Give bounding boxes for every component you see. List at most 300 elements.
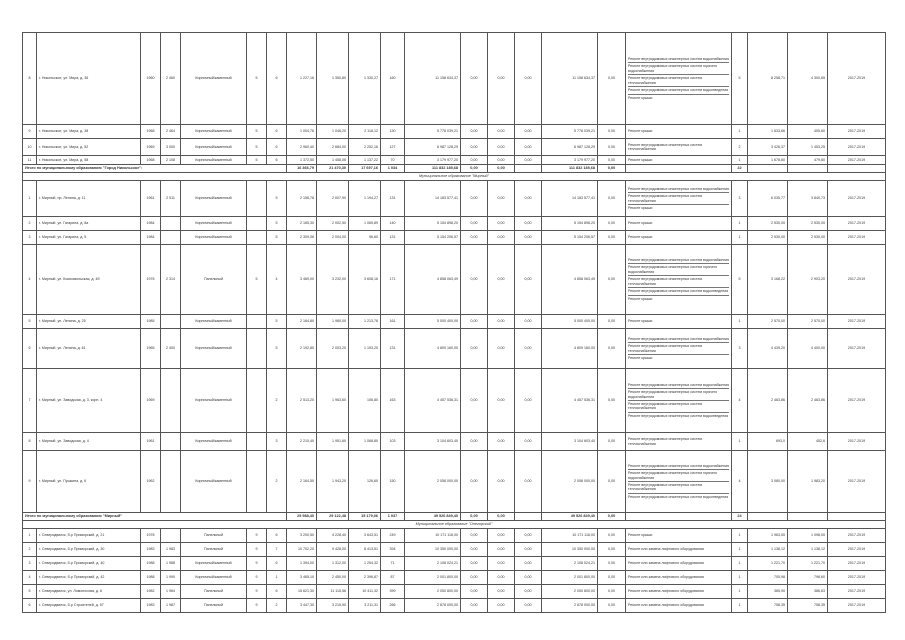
cell-c: 1 213,76 [349, 315, 381, 329]
cell-cnt: 1 [732, 557, 748, 571]
cell-p1: 758,35 [748, 599, 788, 613]
cell-z3: 0,00 [515, 217, 542, 231]
cell-s: 4 457 536,31 [405, 369, 461, 433]
cell-r: 127 [381, 139, 405, 156]
total-c: 17 697,16 [349, 165, 381, 173]
cell-z4: 0,00 [598, 181, 626, 217]
total-z1: 0,00 [461, 165, 488, 173]
cell-y2: 2 314 [161, 245, 181, 315]
cell-z4: 0,00 [598, 529, 626, 543]
cell-mat: Кирпичный/каменный [181, 156, 247, 165]
cell-cnt: 5 [732, 245, 748, 315]
total-c: 15 179,06 [349, 513, 381, 521]
cell-z1: 0,00 [461, 125, 488, 139]
cell-y1: 1984 [141, 231, 161, 245]
cell-z3: 0,00 [515, 529, 542, 543]
cell-cnt: 1 [732, 599, 748, 613]
cell-c: 2 396,87 [349, 571, 381, 585]
work-item: Ремонт внутридомовых инженерных систем теплоснабжения [628, 482, 729, 494]
cell-a: 1 004,76 [287, 125, 317, 139]
table-row [23, 139, 886, 156]
work-item: Ремонт внутридомовых инженерных систем теплоснабжения [628, 193, 729, 205]
cell-y2: 2 460 [161, 33, 181, 125]
works-list-cell [626, 125, 732, 139]
cell-z1: 0,00 [461, 557, 488, 571]
works-list-cell [626, 543, 732, 557]
work-item: Ремонт внутридомовых инженерных систем водоотведения [628, 413, 729, 418]
total-t: 111 832 185,68 [542, 165, 598, 173]
cell-y2: 2 464 [161, 125, 181, 139]
cell-yr: 2017-2019 [828, 125, 886, 139]
cell-s: 5 778 039,21 [405, 125, 461, 139]
cell-s: 2 108 024,21 [405, 557, 461, 571]
work-item: Ремонт внутридомовых инженерных систем водоснабжения [628, 382, 729, 389]
work-item: Ремонт крыши [628, 296, 653, 301]
cell-mat: Кирпичный/каменный [181, 369, 247, 433]
cell-z2: 0,00 [488, 557, 515, 571]
cell-y1: 1983 [141, 543, 161, 557]
cell-p1: 2 570,00 [748, 315, 788, 329]
cell-n: 2 [23, 543, 37, 557]
cell-z4: 0,00 [598, 33, 626, 125]
municipality-title: Муниципальное образование "Онегорский" [23, 521, 886, 529]
cell-z4: 0,00 [598, 585, 626, 599]
work-item: Ремонт крыши [628, 355, 653, 360]
cell-c: 8 413,51 [349, 543, 381, 557]
cell-z4: 0,00 [598, 599, 626, 613]
cell-fl: 9 [247, 571, 267, 585]
cell-y1: 1984 [141, 217, 161, 231]
cell-p1: 365,90 [748, 585, 788, 599]
work-item: Ремонт или замена лифтового оборудования [628, 589, 704, 594]
work-item: Ремонт внутридомовых инженерных систем горячего водоснабжения [628, 389, 729, 401]
cell-z2: 0,00 [488, 571, 515, 585]
register-sheet [22, 32, 885, 613]
cell-en: 5 [267, 329, 287, 369]
cell-z2: 0,00 [488, 315, 515, 329]
cell-mat: Кирпичный/каменный [181, 217, 247, 231]
cell-fl [247, 329, 267, 369]
cell-y2 [161, 369, 181, 433]
cell-t: 11 158 634,37 [542, 33, 598, 125]
table-row [23, 369, 886, 433]
work-item: Ремонт внутридомовых инженерных систем водоотведения [628, 87, 729, 94]
cell-a: 2 309,06 [287, 231, 317, 245]
cell-t: 3 179 977,20 [542, 156, 598, 165]
cell-c: 1 193,20 [349, 329, 381, 369]
cell-b: 1 312,00 [317, 557, 349, 571]
cell-z1: 0,00 [461, 571, 488, 585]
table-row [23, 315, 886, 329]
cell-addr: г. Мирный, пр. Ленина, д. 11 [37, 181, 141, 217]
cell-z2: 0,00 [488, 585, 515, 599]
cell-cnt: 1 [732, 231, 748, 245]
work-item: Ремонт внутридомовых инженерных систем горячего водоснабжения [628, 63, 729, 75]
cell-r: 70 [381, 156, 405, 165]
total-a: 25 988,40 [287, 513, 317, 521]
cell-z3: 0,00 [515, 181, 542, 217]
cell-r: 161 [381, 315, 405, 329]
cell-addr: г. Мирный, ул. Ленина, д. 25 [37, 315, 141, 329]
work-item: Ремонт крыши [628, 157, 653, 162]
work-item: Ремонт внутридомовых инженерных систем водоснабжения [628, 186, 729, 193]
cell-cnt: 1 [732, 315, 748, 329]
cell-t: 5 778 039,21 [542, 125, 598, 139]
cell-y1: 1978 [141, 529, 161, 543]
cell-s: 6 987 128,29 [405, 139, 461, 156]
work-item: Ремонт внутридомовых инженерных систем водоотведения [628, 494, 729, 499]
table-row [23, 231, 886, 245]
cell-en: 4 [267, 245, 287, 315]
empty-cell [828, 165, 886, 173]
cell-cnt: 5 [732, 33, 748, 125]
cell-z3: 0,00 [515, 571, 542, 585]
cell-t: 2 878 000,00 [542, 599, 598, 613]
cell-c: 2 252,16 [349, 139, 381, 156]
cell-fl [247, 231, 267, 245]
cell-yr: 2017-2019 [828, 571, 886, 585]
cell-n: 1 [23, 529, 37, 543]
cell-p1: 3 168,22 [748, 245, 788, 315]
cell-r: 249 [381, 529, 405, 543]
cell-b: 2 003,20 [317, 329, 349, 369]
empty-cell [828, 513, 886, 521]
cell-addr: г. Никольское, ул. Мира, д. 36 [37, 33, 141, 125]
cell-z4: 0,00 [598, 451, 626, 513]
cell-p2: 4 300,65 [788, 33, 828, 125]
work-item: Ремонт крыши [628, 221, 653, 226]
cell-z3: 0,00 [515, 585, 542, 599]
cell-fl: 5 [247, 139, 267, 156]
cell-yr: 2017-2019 [828, 543, 886, 557]
cell-y2 [161, 315, 181, 329]
cell-fl [247, 217, 267, 231]
cell-fl [247, 369, 267, 433]
work-item: Ремонт крыши [628, 533, 653, 538]
table-row [23, 543, 886, 557]
cell-b: 4 228,40 [317, 529, 349, 543]
cell-z4: 0,00 [598, 571, 626, 585]
work-item: Ремонт крыши [628, 319, 653, 324]
cell-yr: 2017-2019 [828, 369, 886, 433]
cell-z3: 0,00 [515, 245, 542, 315]
cell-z2: 0,00 [488, 543, 515, 557]
cell-s: 11 158 634,37 [405, 33, 461, 125]
total-a: 16 366,79 [287, 165, 317, 173]
cell-yr: 2017-2019 [828, 245, 886, 315]
cell-z4: 0,00 [598, 217, 626, 231]
works-list-cell [626, 245, 732, 315]
cell-s: 5 000 400,00 [405, 315, 461, 329]
cell-b: 11 115,56 [317, 585, 349, 599]
works-list-cell [626, 451, 732, 513]
cell-r: 131 [381, 181, 405, 217]
cell-cnt: 1 [732, 217, 748, 231]
cell-addr: г. Мирный, ул. Гагарина, д. 8а [37, 217, 141, 231]
work-item: Ремонт или замена лифтового оборудования [628, 603, 704, 608]
total-label: Итого по муниципальному образованию "Город Никольское": [23, 165, 287, 173]
works-list-cell [626, 33, 732, 125]
total-cnt: 24 [732, 513, 748, 521]
cell-p2: 1 098,00 [788, 529, 828, 543]
cell-y2: 1 988 [161, 557, 181, 571]
works-list-cell [626, 433, 732, 451]
cell-cnt: 1 [732, 125, 748, 139]
cell-b: 2 007,90 [317, 181, 349, 217]
cell-y1: 1969 [141, 139, 161, 156]
cell-yr: 2017-2019 [828, 217, 886, 231]
cell-en: 6 [267, 557, 287, 571]
cell-y2: 2 400 [161, 329, 181, 369]
cell-n: 3 [23, 231, 37, 245]
cell-yr: 2017-2019 [828, 585, 886, 599]
cell-z3: 0,00 [515, 451, 542, 513]
cell-r: 171 [381, 245, 405, 315]
cell-en: 6 [267, 585, 287, 599]
cell-t: 5 154 898,20 [542, 217, 598, 231]
table-row [23, 433, 886, 451]
cell-s: 2 058 000,00 [405, 451, 461, 513]
cell-r: 394 [381, 543, 405, 557]
cell-mat: Кирпичный/каменный [181, 315, 247, 329]
cell-s: 3 104 603,40 [405, 433, 461, 451]
cell-t: 4 457 536,31 [542, 369, 598, 433]
cell-y1: 1982 [141, 585, 161, 599]
table-row [23, 156, 886, 165]
total-b: 21 470,30 [317, 165, 349, 173]
works-list-cell [626, 231, 732, 245]
housing-repair-table [22, 32, 886, 613]
cell-mat: Кирпичный/каменный [181, 557, 247, 571]
cell-z2: 0,00 [488, 329, 515, 369]
cell-t: 2 001 800,00 [542, 571, 598, 585]
cell-z1: 0,00 [461, 529, 488, 543]
cell-z1: 0,00 [461, 369, 488, 433]
cell-b: 2 684,00 [317, 139, 349, 156]
cell-z2: 0,00 [488, 245, 515, 315]
empty-cell [788, 513, 828, 521]
work-item: Ремонт внутридомовых инженерных систем водоснабжения [628, 56, 729, 63]
cell-en: 5 [267, 315, 287, 329]
cell-n: 8 [23, 433, 37, 451]
cell-z3: 0,00 [515, 231, 542, 245]
cell-r: 87 [381, 571, 405, 585]
cell-mat: Кирпичный/каменный [181, 125, 247, 139]
cell-p2: 1 983,20 [788, 451, 828, 513]
cell-en: 6 [267, 529, 287, 543]
cell-p2: 3 840,73 [788, 181, 828, 217]
cell-addr: г. Северодвинск, б-р Приморский, д. 42 [37, 571, 141, 585]
empty-cell [626, 513, 732, 521]
cell-z4: 0,00 [598, 156, 626, 165]
table-row [23, 451, 886, 513]
subtotal-row [23, 513, 886, 521]
work-item: Ремонт крыши [628, 205, 653, 210]
cell-en: 7 [267, 543, 287, 557]
work-item: Ремонт или замена лифтового оборудования [628, 547, 704, 552]
cell-c: 126,60 [349, 451, 381, 513]
cell-addr: г. Мирный, ул. Пушкина, д. 6 [37, 451, 141, 513]
table-row [23, 599, 886, 613]
total-s: 111 832 185,68 [405, 165, 461, 173]
cell-z1: 0,00 [461, 451, 488, 513]
cell-p1: 1 221,70 [748, 557, 788, 571]
cell-mat: Панельный [181, 543, 247, 557]
cell-r: 131 [381, 231, 405, 245]
cell-fl: 5 [247, 33, 267, 125]
cell-s: 14 183 577,41 [405, 181, 461, 217]
cell-p2: 452,6 [788, 433, 828, 451]
cell-fl [247, 181, 267, 217]
cell-p2: 386,63 [788, 585, 828, 599]
cell-p2: 479,60 [788, 156, 828, 165]
cell-b: 2 450,00 [317, 571, 349, 585]
cell-s: 2 001 800,00 [405, 571, 461, 585]
cell-addr: г. Никольское, ул. Мира, д. 38 [37, 125, 141, 139]
cell-a: 3 469,00 [287, 245, 317, 315]
cell-a: 2 192,80 [287, 329, 317, 369]
cell-n: 4 [23, 245, 37, 315]
cell-p2: 2 463,86 [788, 369, 828, 433]
cell-fl: 9 [247, 599, 267, 613]
cell-z3: 0,00 [515, 433, 542, 451]
cell-p1: 3 426,37 [748, 139, 788, 156]
cell-en: 6 [267, 139, 287, 156]
cell-en: 6 [267, 125, 287, 139]
cell-a: 2 164,80 [287, 315, 317, 329]
works-list-cell [626, 557, 732, 571]
cell-z2: 0,00 [488, 125, 515, 139]
cell-p1: 1 138,12 [748, 543, 788, 557]
municipality-header-row [23, 173, 886, 181]
cell-z1: 0,00 [461, 231, 488, 245]
total-label: Итого по муниципальному образованию "Мирный" [23, 513, 287, 521]
cell-p1: 693,0 [748, 433, 788, 451]
cell-yr: 2017-2019 [828, 231, 886, 245]
cell-z1: 0,00 [461, 315, 488, 329]
cell-n: 4 [23, 571, 37, 585]
cell-z2: 0,00 [488, 217, 515, 231]
cell-r: 160 [381, 33, 405, 125]
cell-mat: Кирпичный/каменный [181, 571, 247, 585]
cell-mat: Кирпичный/каменный [181, 451, 247, 513]
empty-cell [748, 513, 788, 521]
cell-s: 3 179 977,20 [405, 156, 461, 165]
cell-z4: 0,00 [598, 369, 626, 433]
cell-z1: 0,00 [461, 139, 488, 156]
cell-cnt: 3 [732, 181, 748, 217]
cell-n: 9 [23, 451, 37, 513]
cell-r: 131 [381, 329, 405, 369]
cell-p1: 6 035,77 [748, 181, 788, 217]
work-item: Ремонт или замена лифтового оборудования [628, 575, 704, 580]
cell-y2: 1 987 [161, 599, 181, 613]
table-row [23, 33, 886, 125]
total-t: 49 526 849,40 [542, 513, 598, 521]
cell-c: 96,60 [349, 231, 381, 245]
cell-yr: 2017-2019 [828, 451, 886, 513]
cell-y1: 1961 [141, 433, 161, 451]
cell-n: 5 [23, 315, 37, 329]
cell-y1: 1961 [141, 181, 161, 217]
cell-n: 7 [23, 369, 37, 433]
cell-y2: 3 000 [161, 139, 181, 156]
cell-z4: 0,00 [598, 139, 626, 156]
cell-mat: Панельный [181, 529, 247, 543]
cell-y2 [161, 529, 181, 543]
cell-n: 3 [23, 557, 37, 571]
cell-n: 1 [23, 181, 37, 217]
cell-c: 3 643,51 [349, 529, 381, 543]
total-b: 29 122,48 [317, 513, 349, 521]
cell-y1: 1965 [141, 329, 161, 369]
cell-en: 2 [267, 599, 287, 613]
cell-p1: 1 633,66 [748, 125, 788, 139]
cell-y2 [161, 451, 181, 513]
cell-b: 2 002,50 [317, 217, 349, 231]
cell-r: 399 [381, 585, 405, 599]
work-item: Ремонт внутридомовых инженерных систем водоотведения [628, 288, 729, 295]
cell-t: 10 350 000,00 [542, 543, 598, 557]
cell-p1: 1 678,60 [748, 156, 788, 165]
cell-r: 266 [381, 599, 405, 613]
total-z2: 0,00 [488, 513, 515, 521]
table-row [23, 245, 886, 315]
cell-t: 2 108 024,21 [542, 557, 598, 571]
cell-b: 1 943,20 [317, 451, 349, 513]
cell-z2: 0,00 [488, 599, 515, 613]
cell-mat: Кирпичный/каменный [181, 433, 247, 451]
cell-fl: 9 [247, 543, 267, 557]
cell-mat: Панельный [181, 585, 247, 599]
table-row [23, 217, 886, 231]
works-list-cell [626, 599, 732, 613]
cell-p1: 705,98 [748, 571, 788, 585]
cell-c: 2 116,12 [349, 125, 381, 139]
cell-y1: 1988 [141, 557, 161, 571]
cell-addr: г. Северодвинск, ул. Ломоносова, д. 6 [37, 585, 141, 599]
cell-p1: 8 258,71 [748, 33, 788, 125]
cell-y1: 1969 [141, 369, 161, 433]
empty-cell [515, 165, 542, 173]
cell-b: 3 232,00 [317, 245, 349, 315]
works-list-cell [626, 529, 732, 543]
total-z4: 0,00 [598, 513, 626, 521]
cell-t: 10 171 116,00 [542, 529, 598, 543]
cell-b: 1 458,06 [317, 156, 349, 165]
cell-z2: 0,00 [488, 529, 515, 543]
cell-z3: 0,00 [515, 599, 542, 613]
cell-t: 5 154 206,57 [542, 231, 598, 245]
cell-z2: 0,00 [488, 156, 515, 165]
cell-c: 106,80 [349, 369, 381, 433]
cell-b: 1 951,60 [317, 433, 349, 451]
cell-s: 2 878 000,00 [405, 599, 461, 613]
cell-en: 5 [267, 217, 287, 231]
cell-z1: 0,00 [461, 599, 488, 613]
cell-z2: 0,00 [488, 433, 515, 451]
work-item: Ремонт внутридомовых инженерных систем теплоснабжения [628, 343, 729, 355]
cell-yr: 2017-2019 [828, 139, 886, 156]
cell-cnt: 3 [732, 329, 748, 369]
work-item: Ремонт внутридомовых инженерных систем теплоснабжения [628, 75, 729, 87]
cell-n: 6 [23, 599, 37, 613]
cell-en: 1 [267, 571, 287, 585]
work-item: Ремонт крыши [628, 235, 653, 240]
cell-y2: 2 108 [161, 156, 181, 165]
cell-cnt: 1 [732, 433, 748, 451]
table-row [23, 585, 886, 599]
